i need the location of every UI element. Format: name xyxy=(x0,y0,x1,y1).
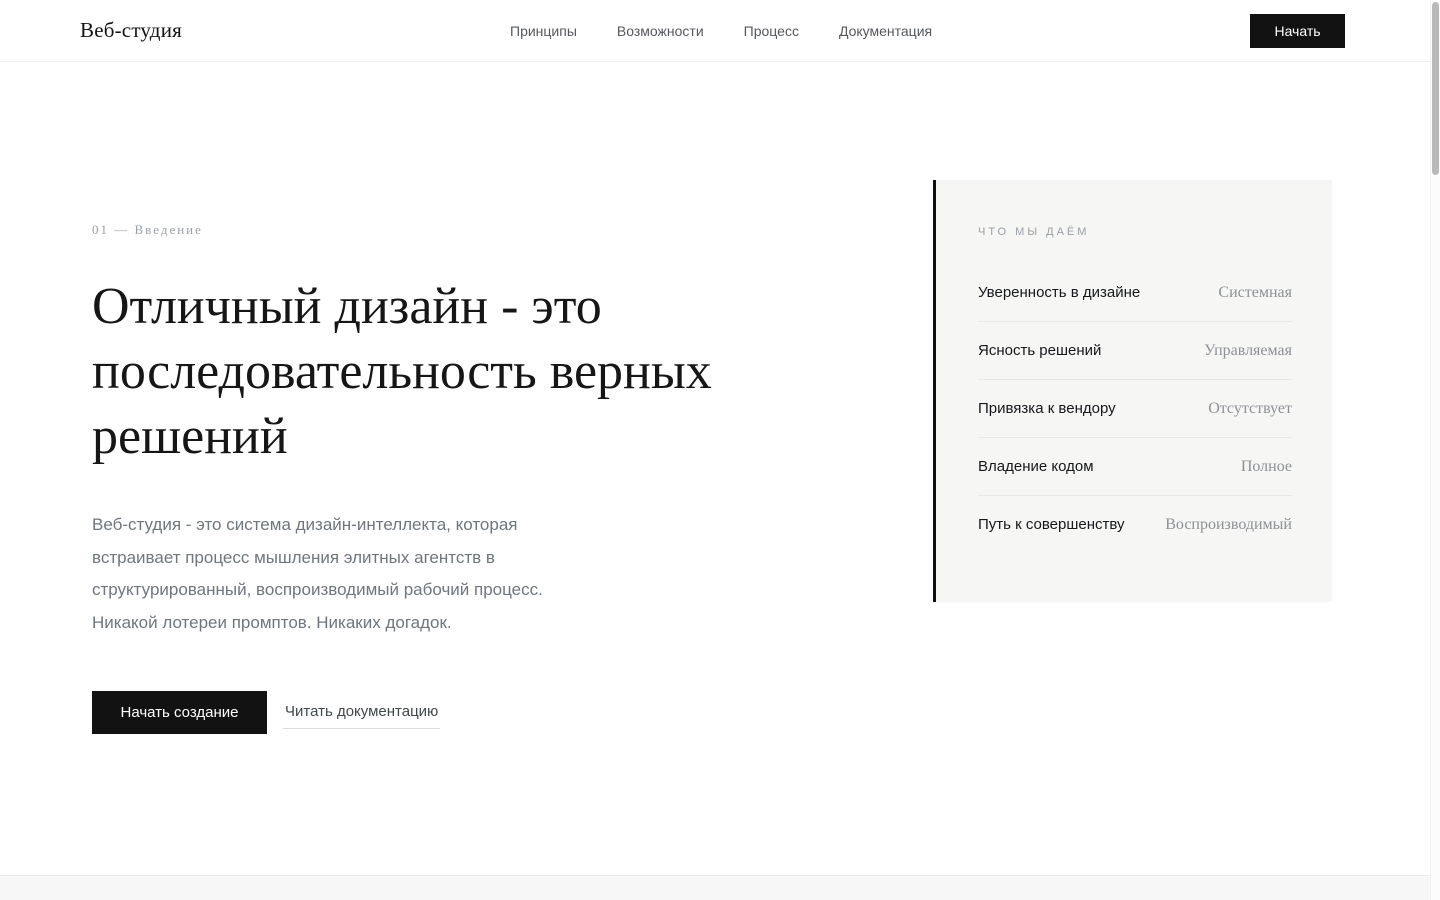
benefit-value: Полное xyxy=(1240,457,1292,475)
benefit-value: Системная xyxy=(1218,283,1292,301)
hero-cta-row xyxy=(92,691,812,734)
next-section-strip xyxy=(0,875,1440,900)
hero-section xyxy=(92,222,812,734)
benefit-row-decision-clarity xyxy=(978,322,1292,380)
benefit-value: Воспроизводимый xyxy=(1165,515,1292,533)
header-start-button[interactable]: Начать xyxy=(1250,14,1345,48)
scrollbar-track[interactable] xyxy=(1430,0,1440,900)
benefit-row-code-ownership xyxy=(978,438,1292,496)
benefit-row-path-to-excellence xyxy=(978,496,1292,553)
benefit-label: Уверенность в дизайне xyxy=(978,284,1141,301)
benefit-label: Ясность решений xyxy=(978,342,1102,359)
benefit-label: Владение кодом xyxy=(978,458,1094,475)
page-title: Отличный дизайн - это последовательность верных решений xyxy=(92,278,712,465)
benefit-label: Путь к совершенству xyxy=(978,516,1125,533)
brand-logo[interactable]: Веб-студия xyxy=(80,18,182,42)
benefit-row-design-confidence xyxy=(978,264,1292,322)
nav-item-features[interactable]: Возможности xyxy=(616,23,704,39)
benefit-row-vendor-lockin xyxy=(978,380,1292,438)
nav-item-process[interactable]: Процесс xyxy=(743,23,799,39)
benefit-value: Отсутствует xyxy=(1208,399,1292,417)
hero-description: Веб-студия - это система дизайн-интеллекта, которая встраивает процесс мышления элитных агентств в структурированный, воспроизводимый рабочий процесс. Никакой лотереи промптов. Никаких догадок. xyxy=(92,515,543,632)
benefits-list xyxy=(978,264,1292,553)
main-nav xyxy=(510,0,932,62)
scrollbar-thumb[interactable] xyxy=(1432,2,1439,175)
benefit-value: Управляемая xyxy=(1204,341,1292,359)
section-eyebrow: 01 — Введение xyxy=(92,222,203,237)
nav-item-docs[interactable]: Документация xyxy=(838,23,933,39)
benefits-panel-title: ЧТО МЫ ДАЁМ xyxy=(978,226,1090,238)
start-creation-button[interactable]: Начать создание xyxy=(92,691,267,734)
benefit-label: Привязка к вендору xyxy=(978,400,1116,417)
read-docs-link[interactable]: Читать документацию xyxy=(283,697,440,729)
benefits-panel xyxy=(933,180,1332,602)
site-header xyxy=(0,0,1440,62)
nav-item-principles[interactable]: Принципы xyxy=(510,23,577,39)
